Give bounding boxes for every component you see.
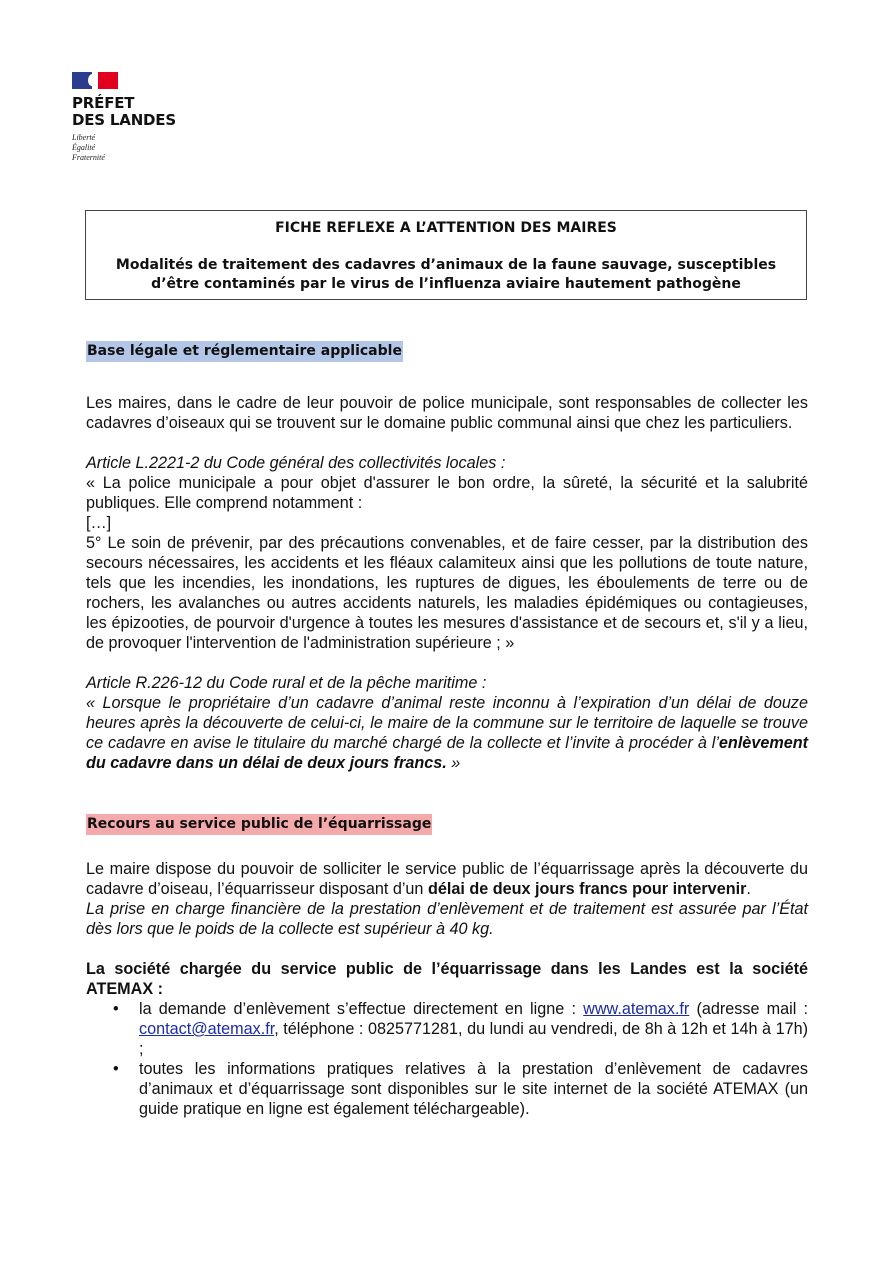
- bullet-icon: •: [113, 1060, 119, 1078]
- document-title: FICHE REFLEXE A L’ATTENTION DES MAIRES: [275, 220, 617, 236]
- article1-quote-start: « La police municipale a pour objet d'assurer le bon ordre, la sûreté, la sécurité et la salubrité publiques. Elle comprend notamment :: [86, 474, 808, 512]
- list-item-text-mid: (adresse mail :: [689, 1000, 809, 1018]
- financial-paragraph: La prise en charge financière de la prestation d’enlèvement et de traitement est assurée par l’État dès lors que le poids de la collecte est supérieur à 40 kg.: [86, 900, 808, 938]
- list-item: [86, 1059, 808, 1119]
- motto-egalite: Égalité: [72, 143, 96, 152]
- motto-fraternite: Fraternité: [72, 153, 105, 162]
- list-item-text: la demande d’enlèvement s’effectue directement en ligne :: [139, 1000, 584, 1018]
- list-item-text: toutes les informations pratiques relatives à la prestation d’enlèvement de cadavres d’animaux et d’équarrissage sont disponibles sur le site internet de la société ATEMAX (un guide pratique en ligne est également téléchargeable).: [139, 1060, 808, 1118]
- atemax-email-link[interactable]: contact@atemax.fr: [139, 1020, 275, 1038]
- service-paragraph: [86, 859, 808, 899]
- logo-title-line2: DES LANDES: [72, 111, 176, 129]
- motto-liberte: Liberté: [72, 133, 96, 142]
- company-statement: La société chargée du service public de l’équarrissage dans les Landes est la société ATEMAX :: [86, 960, 808, 998]
- section-heading-rendering-service: Recours au service public de l’équarrissage: [86, 814, 432, 835]
- document-subtitle: Modalités de traitement des cadavres d’animaux de la faune sauvage, susceptibles d’être contaminés par le virus de l’influenza aviaire hautement pathogène: [115, 257, 777, 292]
- service-paragraph-bold: délai de deux jours francs pour intervenir: [427, 880, 747, 898]
- service-paragraph-text: Le maire dispose du pouvoir de solliciter le service public de l’équarrissage après la découverte du cadavre d’oiseau, l’équarrisseur disposant d’un: [86, 860, 808, 898]
- title-box: [85, 210, 807, 300]
- article2-quote: [86, 693, 808, 773]
- article2-quote-text: « Lorsque le propriétaire d’un cadavre d’animal reste inconnu à l’expiration d’un délai de douze heures après la découverte de celui-ci, le maire de la commune sur le territoire de laquelle se trouve ce cadavre en avise le titulaire du marché chargé de la collecte et l’invite à procéder à l’: [86, 694, 808, 752]
- logo-title: [72, 95, 202, 129]
- document-body: [86, 340, 808, 1119]
- article1-ellipsis: […]: [86, 514, 112, 532]
- logo-title-line1: PRÉFET: [72, 94, 135, 112]
- article2-quote-end: »: [446, 754, 461, 772]
- intro-paragraph: Les maires, dans le cadre de leur pouvoir de police municipale, sont responsables de collecter les cadavres d’oiseaux qui se trouvent sur le domaine public communal ainsi que chez les particuliers.: [86, 394, 808, 432]
- article1-item5: 5° Le soin de prévenir, par des précautions convenables, et de faire cesser, par la distribution des secours nécessaires, les accidents et les fléaux calamiteux ainsi que les pollutions de toute nature, tels que les incendies, les inondations, les ruptures de digues, les éboulements de terre ou de rochers, les avalanches ou autres accidents naturels, les maladies épidémiques ou contagieuses, les épizooties, de pourvoir d'urgence à toutes les mesures d'assistance et de secours et, s'il y a lieu, de provoquer l'intervention de l'administration supérieure ; »: [86, 534, 808, 652]
- section-heading-legal-basis: Base légale et réglementaire applicable: [86, 341, 403, 362]
- service-paragraph-end: .: [746, 880, 751, 898]
- article1-reference: Article L.2221-2 du Code général des collectivités locales :: [86, 454, 506, 472]
- bullet-icon: •: [113, 1000, 119, 1018]
- french-flag-icon: [72, 72, 118, 89]
- prefecture-logo: [72, 72, 202, 163]
- motto: [72, 133, 202, 163]
- atemax-website-link[interactable]: www.atemax.fr: [583, 1000, 690, 1018]
- list-item: [86, 999, 808, 1059]
- atemax-info-list: [86, 999, 808, 1119]
- article2-quote-bold: enlèvement du cadavre dans un délai de deux jours francs.: [86, 734, 808, 772]
- article2-reference: Article R.226-12 du Code rural et de la pêche maritime :: [86, 674, 487, 692]
- list-item-text-end: , téléphone : 0825771281, du lundi au vendredi, de 8h à 12h et 14h à 17h) ;: [139, 1020, 808, 1058]
